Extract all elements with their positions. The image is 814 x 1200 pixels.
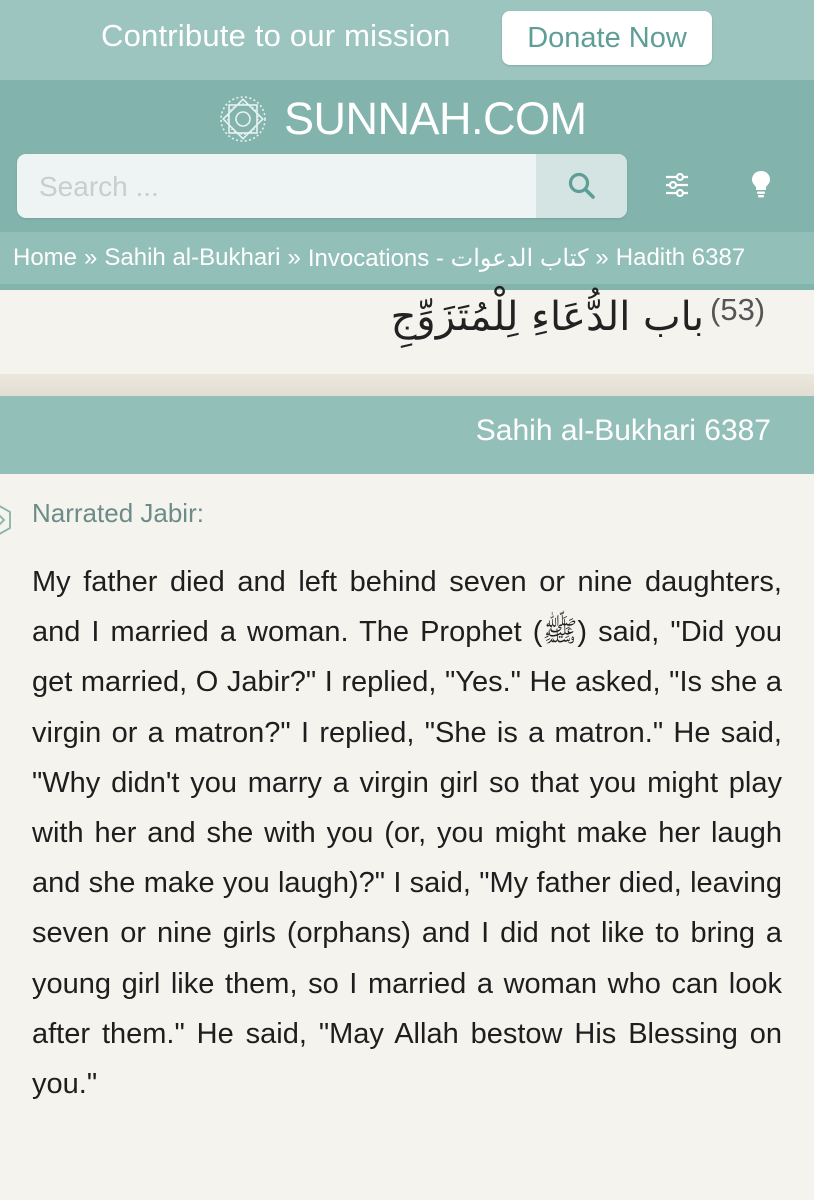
donate-now-button[interactable]: Donate Now	[502, 11, 712, 65]
tips-button[interactable]	[743, 166, 779, 202]
hadith-reference-bar	[0, 396, 814, 474]
donate-banner	[0, 0, 814, 80]
chapter-heading	[0, 290, 814, 378]
breadcrumb	[0, 232, 814, 284]
hadith-options-icon[interactable]	[0, 500, 18, 540]
breadcrumb-book[interactable]: Invocations - كتاب الدعوات	[307, 244, 589, 272]
search-input[interactable]	[17, 154, 541, 218]
sliders-icon	[663, 171, 691, 199]
breadcrumb-separator: »	[84, 244, 98, 271]
search-icon	[567, 171, 597, 201]
hadith-text: My father died and left behind seven or nine daughters, and I married a woman. The Prophet (ﷺ) said, "Did you get married, O Jabir?" I replied, "Yes." He asked, "Is she a virgin or a matron?" I replied, "She is a matron." He said, "Why didn't you marry a virgin girl so that you might play with her and she with you (or, you might make her laugh and she make you laugh)?" I said, "My father died, leaving seven or nine girls (orphans) and I did not like to bring a young girl like them, so I married a woman who can look after them." He said, "May Allah bestow His Blessing on you."	[32, 566, 782, 1101]
breadcrumb-collection[interactable]: Sahih al-Bukhari	[104, 244, 281, 271]
breadcrumb-home[interactable]: Home	[13, 244, 78, 271]
lightbulb-icon	[749, 169, 773, 199]
chapter-number: (53)	[710, 292, 766, 327]
section-divider	[0, 374, 814, 396]
hadith-narrator: Narrated Jabir:	[32, 498, 204, 528]
chapter-arabic-title: باب الدُّعَاءِ لِلْمُتَزَوِّجِ	[390, 294, 704, 340]
breadcrumb-separator: »	[595, 244, 609, 271]
geometric-star-logo-icon	[218, 94, 268, 144]
hadith-reference: Sahih al-Bukhari 6387	[475, 414, 771, 447]
search-bar	[17, 154, 627, 218]
breadcrumb-separator: »	[287, 244, 301, 271]
site-logo[interactable]	[218, 94, 587, 144]
logo-text: SUNNAH.COM	[284, 93, 587, 144]
donate-banner-text: Contribute to our mission	[101, 18, 451, 53]
breadcrumb-current: Hadith 6387	[615, 244, 746, 271]
search-button[interactable]	[536, 154, 627, 218]
search-settings-button[interactable]	[659, 167, 695, 203]
